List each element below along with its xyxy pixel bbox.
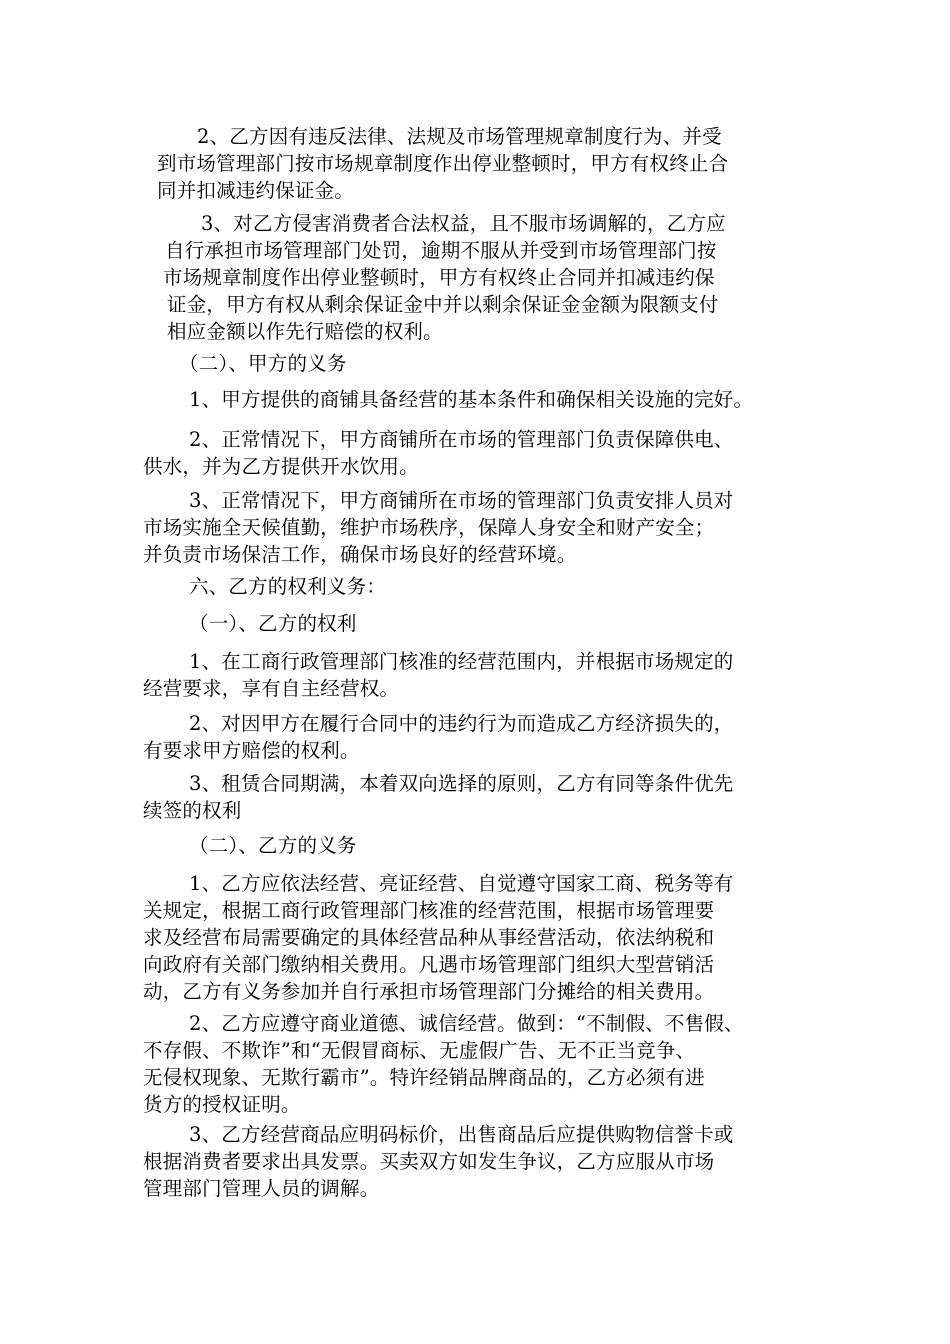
paragraph-b-right-1 bbox=[143, 648, 823, 702]
paragraph-b-obligation-1 bbox=[143, 870, 823, 1005]
text-line: 同并扣减违约保证金。 bbox=[157, 179, 355, 202]
text-line: 有要求甲方赔偿的权利。 bbox=[143, 739, 360, 762]
text-line: 市场实施全天候值勤，维护市场秩序，保障人身安全和财产安全； bbox=[143, 516, 715, 539]
text-line: 证金，甲方有权从剩余保证金中并以剩余保证金金额为限额支付 bbox=[167, 293, 719, 316]
text-line: 自行承担市场管理部门处罚，逾期不服从并受到市场管理部门按 bbox=[165, 239, 717, 262]
text-line: （二）、乙方的义务 bbox=[189, 834, 357, 857]
paragraph-b-obligation-3 bbox=[143, 1121, 823, 1202]
text-line: 到市场管理部门按市场规章制度作出停业整顿时，甲方有权终止合 bbox=[157, 152, 729, 175]
text-line: 相应金额以作先行赔偿的权利。 bbox=[167, 320, 443, 343]
text-line: 市场规章制度作出停业整顿时，甲方有权终止合同并扣减违约保 bbox=[163, 266, 715, 289]
text-line: 2、对因甲方在履行合同中的违约行为而造成乙方经济损失的， bbox=[189, 712, 734, 735]
paragraph-b-obligation-2 bbox=[143, 1010, 823, 1118]
text-line: 求及经营布局需要确定的具体经营品种从事经营活动，依法纳税和 bbox=[143, 926, 715, 949]
text-line: 2、乙方因有违反法律、法规及市场管理规章制度行为、并受 bbox=[197, 125, 722, 148]
text-line: 动，乙方有义务参加并自行承担市场管理部门分摊给的相关费用。 bbox=[143, 980, 715, 1003]
text-line: （一）、乙方的权利 bbox=[189, 612, 357, 635]
section-heading-article-six bbox=[143, 573, 823, 600]
text-line: 无侵权现象、无欺行霸市”。特许经销品牌商品的，乙方必须有进 bbox=[143, 1066, 705, 1089]
text-line: 1、乙方应依法经营、亮证经营、自觉遵守国家工商、税务等有 bbox=[189, 872, 734, 895]
text-line: 向政府有关部门缴纳相关费用。凡遇市场管理部门组织大型营销活 bbox=[143, 953, 715, 976]
text-line: 经营要求，享有自主经营权。 bbox=[143, 677, 400, 700]
text-line: （二）、甲方的义务 bbox=[179, 352, 347, 375]
text-line: 1、甲方提供的商铺具备经营的基本条件和确保相关设施的完好。 bbox=[189, 388, 754, 411]
text-line: 根据消费者要求出具发票。买卖双方如发生争议，乙方应服从市场 bbox=[143, 1150, 715, 1173]
text-line: 并负责市场保洁工作，确保市场良好的经营环境。 bbox=[143, 543, 577, 566]
section-heading-party-b-rights bbox=[143, 610, 823, 637]
text-line: 3、乙方经营商品应明码标价，出售商品后应提供购物信誉卡或 bbox=[189, 1123, 734, 1146]
text-line: 不存假、不欺诈”和“无假冒商标、无虚假广告、无不正当竞争、 bbox=[143, 1039, 696, 1062]
section-heading-party-b-obligations bbox=[143, 832, 823, 859]
text-line: 2、正常情况下，甲方商铺所在市场的管理部门负责保障供电、 bbox=[189, 428, 734, 451]
text-line: 3、租赁合同期满，本着双向选择的原则，乙方有同等条件优先 bbox=[189, 772, 734, 795]
text-line: 供水，并为乙方提供开水饮用。 bbox=[143, 455, 419, 478]
paragraph-a-obligation-2 bbox=[143, 426, 823, 480]
text-line: 货方的授权证明。 bbox=[143, 1093, 301, 1116]
text-line: 3、正常情况下，甲方商铺所在市场的管理部门负责安排人员对 bbox=[189, 489, 734, 512]
text-line: 续签的权利 bbox=[143, 799, 242, 822]
paragraph-b-right-3 bbox=[143, 770, 823, 824]
text-line: 管理部门管理人员的调解。 bbox=[143, 1177, 380, 1200]
paragraph-clause-2-violation bbox=[157, 123, 837, 204]
text-line: 2、乙方应遵守商业道德、诚信经营。做到：“不制假、不售假、 bbox=[189, 1012, 744, 1035]
paragraph-a-obligation-1 bbox=[143, 386, 823, 413]
text-line: 3、对乙方侵害消费者合法权益，且不服市场调解的，乙方应 bbox=[201, 212, 726, 235]
text-line: 六、乙方的权利义务： bbox=[189, 575, 387, 598]
text-line: 关规定，根据工商行政管理部门核准的经营范围，根据市场管理要 bbox=[143, 899, 715, 922]
text-line: 1、在工商行政管理部门核准的经营范围内，并根据市场规定的 bbox=[189, 650, 734, 673]
paragraph-clause-3-consumer-rights bbox=[143, 210, 823, 345]
paragraph-b-right-2 bbox=[143, 710, 823, 764]
section-heading-party-a-obligations bbox=[143, 350, 823, 377]
paragraph-a-obligation-3 bbox=[143, 487, 823, 568]
